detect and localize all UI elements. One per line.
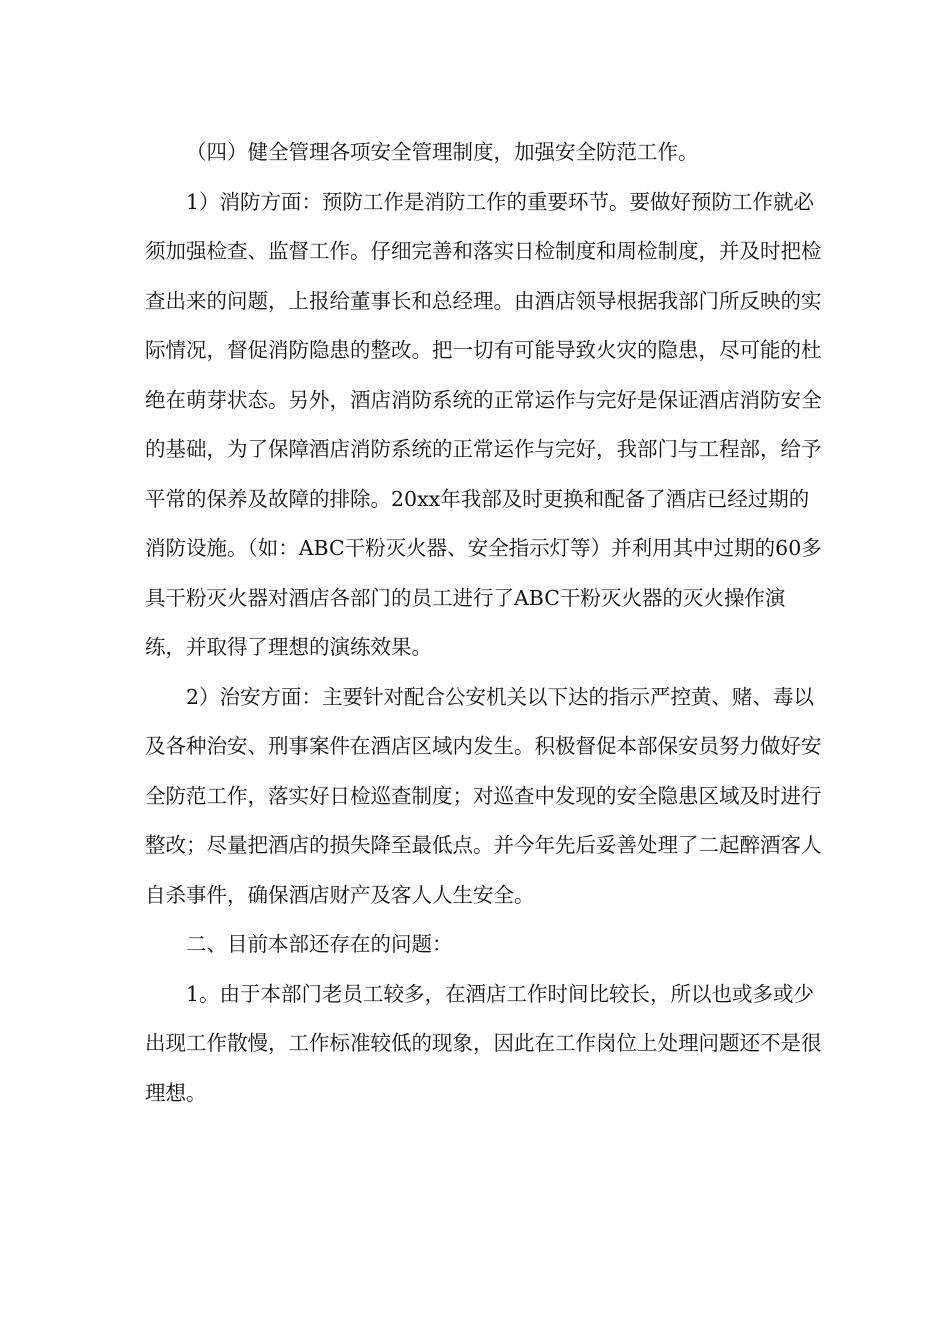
section-heading-safety-system: （四）健全管理各项安全管理制度，加强安全防范工作。 bbox=[186, 140, 699, 164]
paragraph-fire-protection: 1）消防方面：预防工作是消防工作的重要环节。要做好预防工作就必须加强检查、监督工作。仔细完善和落实日检制度和周检制度，并及时把检查出来的问题，上报给董事长和总经理。由酒店领导根据我部门所反映的实际情况，督促消防隐患的整改。把一切有可能导致火灾的隐患，尽可能的杜绝在萌芽状态。另外，酒店消防系统的正常运作与完好是保证酒店消防安全的基础，为了保障酒店消防系统的正常运作与完好，我部门与工程部，给予平常的保养及故障的排除。20xx年我部及时更换和配备了酒店已经过期的消防设施。（如：ABC干粉灭火器、安全指示灯等）并利用其中过期的60多具干粉灭火器对酒店各部门的员工进行了ABC干粉灭火器的灭火操作演练，并取得了理想的演练效果。 bbox=[145, 189, 822, 659]
document-body bbox=[145, 128, 825, 1118]
section-heading-existing-problems: 二、目前本部还存在的问题： bbox=[186, 932, 453, 956]
paragraph-problem-1: 1。由于本部门老员工较多，在酒店工作时间比较长，所以也或多或少出现工作散慢，工作标准较低的现象，因此在工作岗位上处理问题还不是很理想。 bbox=[145, 981, 822, 1105]
paragraph-public-security: 2）治安方面：主要针对配合公安机关以下达的指示严控黄、赌、毒以及各种治安、刑事案件在酒店区域内发生。积极督促本部保安员努力做好安全防范工作，落实好日检巡查制度；对巡查中发现的安全隐患区域及时进行整改；尽量把酒店的损失降至最低点。并今年先后妥善处理了二起醉酒客人自杀事件，确保酒店财产及客人人生安全。 bbox=[145, 684, 822, 907]
